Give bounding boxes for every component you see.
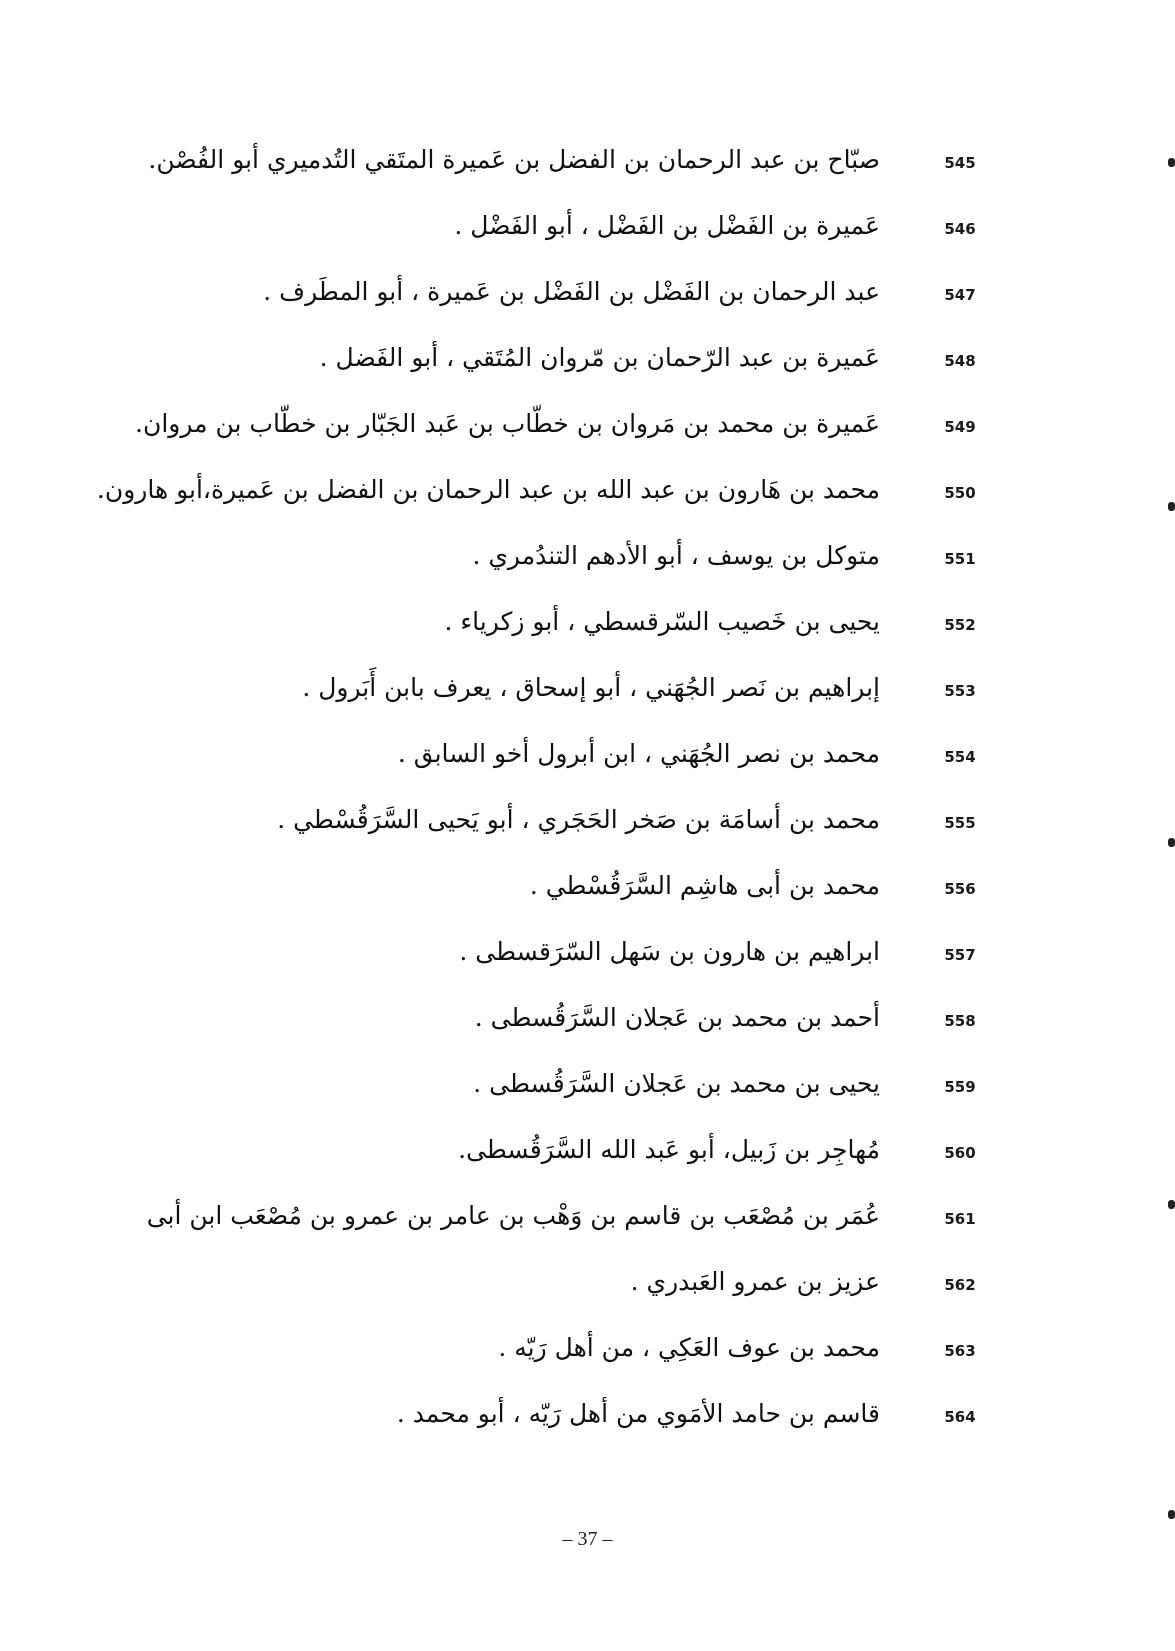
- entry-number: 556: [944, 880, 976, 898]
- entry-text: محمد بن أبى هاشِم السَّرَقُسْطي .: [529, 871, 880, 900]
- entry-text: محمد بن هَارون بن عبد الله بن عبد الرحمان بن الفضل بن عَميرة،أبو هارون.: [96, 475, 880, 504]
- scan-mark: [1168, 838, 1175, 847]
- entry-row: [100, 1186, 1030, 1252]
- entry-text: محمد بن نصر الجُهَني ، ابن أبرول أخو السابق .: [397, 739, 880, 768]
- entry-number: 558: [944, 1012, 976, 1030]
- entry-number: 561: [944, 1210, 976, 1228]
- entry-text: أحمد بن محمد بن عَجلان السَّرَقُسطى .: [474, 1003, 880, 1032]
- entry-row: [100, 724, 1030, 790]
- entry-text: عبد الرحمان بن الفَضْل بن الفَضْل بن عَميرة ، أبو المطَرف .: [263, 277, 880, 306]
- scan-mark: [1168, 158, 1175, 167]
- entry-text: يحيى بن خَصيب السّرقسطي ، أبو زكرياء .: [444, 607, 880, 636]
- entry-row: [100, 1384, 1030, 1450]
- entry-row: [100, 1120, 1030, 1186]
- entry-row: [100, 922, 1030, 988]
- entry-text: عَميرة بن عبد الرّحمان بن مّروان المُتَقي ، أبو الفَضل .: [319, 343, 880, 372]
- entry-number: 548: [944, 352, 976, 370]
- entry-row: [100, 856, 1030, 922]
- entry-row: [100, 988, 1030, 1054]
- entry-text: عَميرة بن الفَضْل بن الفَضْل ، أبو الفَضْل .: [454, 211, 880, 240]
- entry-text: قاسم بن حامد الأمَوي من أهل رَيّه ، أبو محمد .: [396, 1399, 880, 1428]
- entry-row: [100, 328, 1030, 394]
- entry-row: [100, 394, 1030, 460]
- entry-number: 554: [944, 748, 976, 766]
- entry-row: [100, 790, 1030, 856]
- entry-row: [100, 1318, 1030, 1384]
- entry-number: 545: [944, 154, 976, 172]
- scan-mark: [1168, 1200, 1175, 1209]
- entry-number: 549: [944, 418, 976, 436]
- entry-row: [100, 196, 1030, 262]
- entry-text: عزيز بن عمرو العَبدري .: [630, 1267, 880, 1296]
- entry-row: [100, 1054, 1030, 1120]
- entry-number: 562: [944, 1276, 976, 1294]
- entry-text: يحيى بن محمد بن عَجلان السَّرَقُسطى .: [473, 1069, 880, 1098]
- entry-text: عَميرة بن محمد بن مَروان بن خطّاب بن عَبد الجَبّار بن خطّاب بن مروان.: [135, 409, 880, 438]
- entry-list: [96, 130, 1030, 1450]
- entry-row: [100, 592, 1030, 658]
- entry-number: 559: [944, 1078, 976, 1096]
- entry-number: 557: [944, 946, 976, 964]
- entry-text: صبّاح بن عبد الرحمان بن الفضل بن عَميرة المتَقي التُدميري أبو الفُصْن.: [148, 145, 880, 174]
- entry-number: 551: [944, 550, 976, 568]
- entry-text: مُهاجِر بن زَبيل، أبو عَبد الله السَّرَقُسطى.: [458, 1135, 880, 1164]
- entry-number: 547: [944, 286, 976, 304]
- entry-text: ابراهيم بن هارون بن سَهل السّرَقسطى .: [459, 937, 880, 966]
- entry-row: [100, 526, 1030, 592]
- entry-number: 555: [944, 814, 976, 832]
- entry-text: متوكل بن يوسف ، أبو الأدهم التندُمري .: [472, 541, 880, 570]
- entry-number: 552: [944, 616, 976, 634]
- entry-row: [100, 658, 1030, 724]
- entry-text: إبراهيم بن نَصر الجُهَني ، أبو إسحاق ، يعرف بابن أَبَرول .: [302, 673, 880, 702]
- page-number: – 37 –: [562, 1528, 613, 1550]
- entry-number: 563: [944, 1342, 976, 1360]
- scan-mark: [1168, 1510, 1175, 1519]
- entry-text: محمد بن عوف العَكِي ، من أهل رَيّه .: [498, 1333, 880, 1362]
- entry-number: 546: [944, 220, 976, 238]
- scan-mark: [1168, 502, 1175, 511]
- entry-number: 560: [944, 1144, 976, 1162]
- entry-row: [100, 1252, 1030, 1318]
- entry-row: [100, 130, 1030, 196]
- entry-text: محمد بن أسامَة بن صَخر الحَجَري ، أبو يَحيى السَّرَقُسْطي .: [277, 805, 880, 834]
- entry-row: [96, 460, 1030, 526]
- entry-number: 564: [944, 1408, 976, 1426]
- entry-text: عُمَر بن مُصْعَب بن قاسم بن وَهْب بن عامر بن عمرو بن مُصْعَب ابن أبى: [146, 1201, 880, 1230]
- entry-number: 550: [944, 484, 976, 502]
- entry-number: 553: [944, 682, 976, 700]
- entry-row: [100, 262, 1030, 328]
